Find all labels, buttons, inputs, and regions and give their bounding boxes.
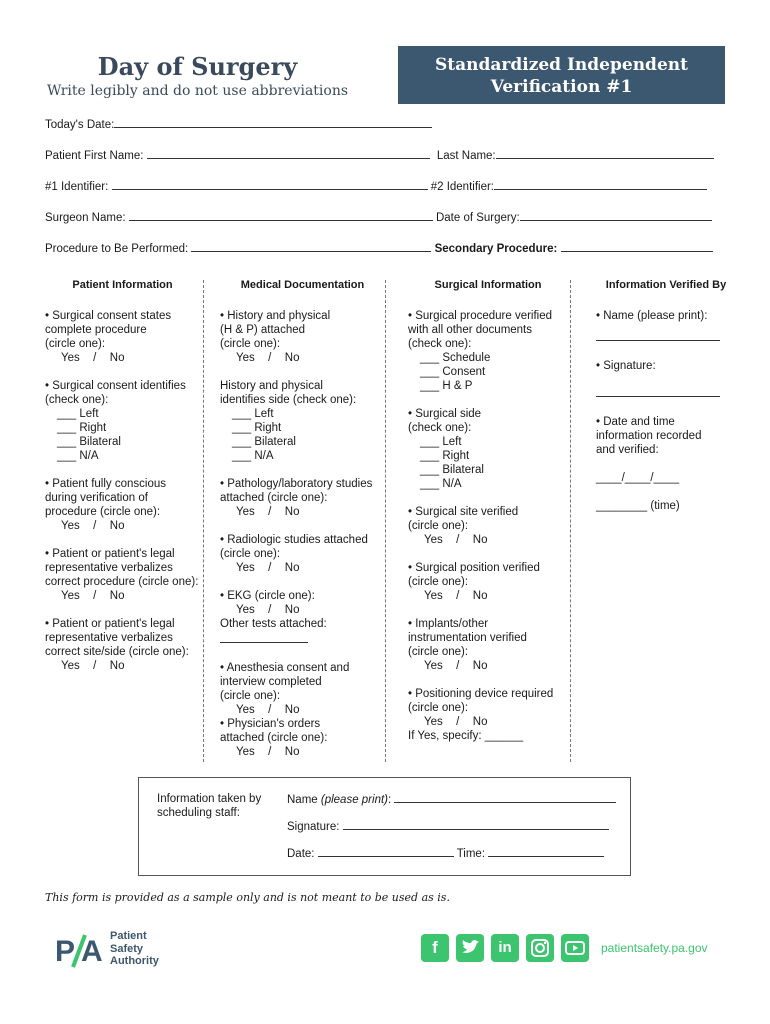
item-text: • Patient fully conscious: [45, 478, 167, 490]
identifier1-field[interactable]: [112, 179, 428, 190]
verified-by-heading: Information Verified By: [605, 279, 727, 291]
verification-banner: [398, 46, 725, 104]
item-text: • Surgical side: [408, 408, 482, 420]
check-bilateral[interactable]: ___ Bilateral: [420, 464, 484, 476]
first-name-field[interactable]: [147, 148, 430, 159]
scheduling-date-label: Date:: [287, 848, 315, 860]
no-option[interactable]: No: [472, 660, 488, 672]
hp-side-item: [220, 379, 385, 463]
no-option[interactable]: No: [472, 716, 488, 728]
conscious-item: [45, 477, 200, 533]
yes-option[interactable]: Yes: [61, 520, 80, 532]
no-option[interactable]: No: [109, 520, 125, 532]
first-name-label: Patient First Name:: [45, 150, 144, 162]
scheduling-date-row: [287, 846, 604, 860]
verified-datetime-item: [596, 415, 736, 513]
check-bilateral[interactable]: ___ Bilateral: [57, 436, 121, 448]
item-text: • Surgical procedure verified: [408, 310, 553, 322]
item-text: (circle one):: [408, 702, 469, 714]
item-text: (circle one):: [408, 520, 469, 532]
no-option[interactable]: No: [109, 590, 125, 602]
slash: /: [456, 660, 460, 672]
verifier-signature-item: [596, 359, 736, 401]
check-hp[interactable]: ___ H & P: [420, 380, 473, 392]
surgeon-name-label: Surgeon Name:: [45, 212, 126, 224]
positioning-device-item: [408, 687, 568, 743]
item-text: • Surgical consent identifies: [45, 380, 186, 392]
identifier2-label: #2 Identifier:: [430, 181, 494, 193]
last-name-field[interactable]: [496, 148, 714, 159]
scheduling-name-field[interactable]: [394, 792, 616, 803]
yes-no-choice[interactable]: [220, 603, 385, 617]
slash: /: [93, 590, 97, 602]
check-na[interactable]: ___ N/A: [232, 450, 274, 462]
slash: /: [93, 352, 97, 364]
surgery-date-field[interactable]: [520, 210, 712, 221]
column-divider: [385, 280, 386, 762]
site-verified-item: [408, 505, 568, 547]
surgeon-row: [45, 210, 712, 224]
item-text: • Implants/other: [408, 618, 489, 630]
item-text: • Signature:: [596, 360, 656, 372]
scheduling-time-label: Time:: [456, 848, 486, 860]
item-text: representative verbalizes: [45, 562, 173, 574]
item-text: • Surgical position verified: [408, 562, 540, 574]
item-text: • EKG (circle one):: [220, 590, 315, 602]
item-text: information recorded: [596, 430, 702, 442]
yes-option[interactable]: Yes: [424, 716, 443, 728]
patient-info-heading: Patient Information: [72, 279, 173, 291]
psa-logo-icon: [55, 931, 105, 969]
no-option[interactable]: No: [284, 562, 300, 574]
item-text: (circle one):: [220, 548, 281, 560]
scheduling-label-line1: Information taken by: [157, 793, 262, 805]
consent-identifies-item: [45, 379, 200, 463]
medical-doc-column: [220, 278, 385, 773]
item-text: • Positioning device required: [408, 688, 554, 700]
hp-item: [220, 309, 385, 365]
check-schedule[interactable]: ___ Schedule: [420, 352, 491, 364]
org-name: [110, 930, 159, 968]
verifier-signature-field[interactable]: [596, 385, 720, 397]
item-text: (H & P) attached: [220, 324, 306, 336]
item-text: (check one):: [408, 338, 472, 350]
banner-line-2: Verification #1: [490, 77, 633, 97]
instagram-icon[interactable]: [526, 934, 554, 962]
item-text: • Patient or patient's legal: [45, 548, 175, 560]
check-bilateral[interactable]: ___ Bilateral: [232, 436, 296, 448]
surgery-date-label: Date of Surgery:: [435, 212, 520, 224]
check-left[interactable]: ___ Left: [57, 408, 99, 420]
yes-no-choice[interactable]: [45, 659, 200, 673]
yes-option[interactable]: Yes: [236, 746, 255, 758]
item-text: attached (circle one):: [220, 732, 328, 744]
surgical-side-item: [408, 407, 568, 491]
yes-no-choice[interactable]: [45, 351, 200, 365]
youtube-icon[interactable]: [561, 934, 589, 962]
yes-no-choice[interactable]: [408, 589, 568, 603]
check-left[interactable]: ___ Left: [232, 408, 274, 420]
page-subtitle: Write legibly and do not use abbreviations: [46, 83, 349, 99]
item-text: • Surgical consent states: [45, 310, 172, 322]
implants-item: [408, 617, 568, 673]
scheduling-label-line2: scheduling staff:: [157, 807, 240, 819]
verified-by-column: [596, 278, 736, 527]
item-text: • History and physical: [220, 310, 331, 322]
yes-option[interactable]: Yes: [236, 562, 255, 574]
scheduling-date-field[interactable]: [318, 846, 454, 857]
scheduling-signature-field[interactable]: [343, 819, 609, 830]
yes-no-choice[interactable]: [220, 561, 385, 575]
item-text: instrumentation verified: [408, 632, 527, 644]
item-text: complete procedure: [45, 324, 147, 336]
item-text: (check one):: [45, 394, 109, 406]
no-option[interactable]: No: [284, 604, 300, 616]
slash: /: [268, 562, 272, 574]
yes-option[interactable]: Yes: [61, 660, 80, 672]
slash: /: [268, 506, 272, 518]
surgical-info-column: [408, 278, 568, 757]
yes-option[interactable]: Yes: [424, 590, 443, 602]
scheduling-signature-row: [287, 819, 609, 833]
no-option[interactable]: No: [472, 590, 488, 602]
scheduling-name-prefix: Name: [287, 794, 321, 806]
surgical-info-heading: Surgical Information: [434, 279, 542, 291]
item-text: during verification of: [45, 492, 148, 504]
facebook-icon[interactable]: f: [421, 934, 449, 962]
no-option[interactable]: No: [472, 534, 488, 546]
yes-option[interactable]: Yes: [236, 506, 255, 518]
yes-option[interactable]: Yes: [236, 704, 255, 716]
scheduling-name-note: (please print): [320, 794, 388, 806]
item-text: procedure (circle one):: [45, 506, 161, 518]
svg-text:P: P: [55, 935, 76, 968]
yes-no-choice[interactable]: [220, 745, 385, 759]
if-yes-specify[interactable]: If Yes, specify: ______: [408, 730, 524, 742]
other-tests-field[interactable]: [220, 631, 308, 643]
patient-info-column: [45, 278, 200, 687]
check-consent[interactable]: ___ Consent: [420, 366, 486, 378]
secondary-procedure-label: Secondary Procedure:: [434, 243, 558, 255]
item-text: identifies side (check one):: [220, 394, 357, 406]
org-name-line1: Patient: [110, 930, 147, 942]
svg-text:A: A: [81, 935, 103, 968]
item-text: History and physical: [220, 380, 323, 392]
column-divider: [203, 280, 204, 762]
slash: /: [456, 716, 460, 728]
yes-no-choice[interactable]: [45, 589, 200, 603]
no-option[interactable]: No: [284, 704, 300, 716]
check-right[interactable]: ___ Right: [420, 450, 470, 462]
no-option[interactable]: No: [284, 746, 300, 758]
org-name-line2: Safety: [110, 942, 144, 955]
radiologic-item: [220, 533, 385, 575]
verifier-name-item: [596, 309, 736, 345]
scheduling-label: [157, 792, 277, 820]
procedure-row: [45, 241, 713, 255]
pathology-item: [220, 477, 385, 519]
item-text: • Surgical site verified: [408, 506, 519, 518]
procedure-verified-item: [408, 309, 568, 393]
todays-date-field[interactable]: [114, 117, 432, 128]
linkedin-icon[interactable]: in: [491, 934, 519, 962]
item-text: • Anesthesia consent and: [220, 662, 350, 674]
scheduling-name-row: [287, 792, 616, 806]
no-option[interactable]: No: [109, 660, 125, 672]
item-text: (circle one):: [408, 646, 469, 658]
slash: /: [268, 746, 272, 758]
rep-site-item: [45, 617, 200, 673]
scheduling-time-field[interactable]: [488, 846, 604, 857]
yes-no-choice[interactable]: [408, 715, 568, 729]
item-text: (circle one):: [220, 690, 281, 702]
ekg-item: [220, 589, 385, 647]
todays-date-row: [45, 117, 432, 131]
verifier-name-field[interactable]: [596, 329, 720, 341]
scheduling-signature-label: Signature:: [287, 821, 340, 833]
column-divider: [570, 280, 571, 762]
secondary-procedure-field[interactable]: [561, 241, 713, 252]
check-left[interactable]: ___ Left: [420, 436, 462, 448]
identifier1-label: #1 Identifier:: [45, 181, 109, 193]
no-option[interactable]: No: [284, 506, 300, 518]
slash: /: [93, 660, 97, 672]
slash: /: [93, 520, 97, 532]
item-text: interview completed: [220, 676, 322, 688]
disclaimer: This form is provided as a sample only and is not meant to be used as is.: [45, 891, 450, 904]
yes-no-choice[interactable]: [220, 505, 385, 519]
procedure-field[interactable]: [191, 241, 431, 252]
scheduling-staff-box: [138, 777, 631, 876]
item-text: (circle one):: [408, 576, 469, 588]
check-right[interactable]: ___ Right: [232, 422, 282, 434]
slash: /: [456, 534, 460, 546]
name-row: [45, 148, 714, 162]
check-right[interactable]: ___ Right: [57, 422, 107, 434]
verified-date-field[interactable]: ____/____/____: [596, 472, 680, 484]
check-na[interactable]: ___ N/A: [57, 450, 99, 462]
yes-no-choice[interactable]: [220, 703, 385, 717]
consent-states-item: [45, 309, 200, 365]
yes-no-choice[interactable]: [408, 659, 568, 673]
item-text: attached (circle one):: [220, 492, 328, 504]
scheduling-name-suffix: :: [388, 794, 392, 806]
item-text: correct procedure (circle one):: [45, 576, 199, 588]
yes-no-choice[interactable]: [45, 519, 200, 533]
item-text: with all other documents: [408, 324, 533, 336]
yes-no-choice[interactable]: [408, 533, 568, 547]
slash: /: [456, 590, 460, 602]
todays-date-label: Today's Date:: [45, 119, 115, 131]
position-verified-item: [408, 561, 568, 603]
item-text: representative verbalizes: [45, 632, 173, 644]
anesthesia-item: [220, 661, 385, 759]
item-text: correct site/side (circle one):: [45, 646, 189, 658]
yes-option[interactable]: Yes: [61, 590, 80, 602]
medical-doc-heading: Medical Documentation: [240, 279, 365, 291]
title-block: [0, 52, 395, 99]
yes-option[interactable]: Yes: [236, 352, 255, 364]
org-name-line3: Authority: [110, 955, 159, 967]
banner-line-1: Standardized Independent: [435, 55, 688, 75]
item-text: • Pathology/laboratory studies: [220, 478, 373, 490]
last-name-label: Last Name:: [436, 150, 496, 162]
surgeon-name-field[interactable]: [129, 210, 433, 221]
yes-option[interactable]: Yes: [424, 534, 443, 546]
website-link[interactable]: patientsafety.pa.gov: [601, 941, 708, 955]
identifier-row: [45, 179, 707, 193]
item-text: (circle one):: [220, 338, 281, 350]
verified-time-field[interactable]: ________ (time): [596, 500, 680, 512]
slash: /: [268, 352, 272, 364]
rep-procedure-item: [45, 547, 200, 603]
no-option[interactable]: No: [284, 352, 300, 364]
check-na[interactable]: ___ N/A: [420, 478, 462, 490]
item-text: (circle one):: [45, 338, 106, 350]
slash: /: [268, 704, 272, 716]
yes-no-choice[interactable]: [220, 351, 385, 365]
item-text: • Name (please print):: [596, 310, 708, 322]
item-text: • Patient or patient's legal: [45, 618, 175, 630]
item-text: Other tests attached:: [220, 618, 327, 630]
item-text: and verified:: [596, 444, 659, 456]
yes-option[interactable]: Yes: [61, 352, 80, 364]
no-option[interactable]: No: [109, 352, 125, 364]
page-title: Day of Surgery: [97, 52, 298, 81]
item-text: (check one):: [408, 422, 472, 434]
identifier2-field[interactable]: [494, 179, 707, 190]
item-text: • Radiologic studies attached: [220, 534, 368, 546]
slash: /: [268, 604, 272, 616]
item-text: • Date and time: [596, 416, 675, 428]
item-text: • Physician's orders: [220, 718, 321, 730]
twitter-icon[interactable]: [456, 934, 484, 962]
yes-option[interactable]: Yes: [424, 660, 443, 672]
procedure-label: Procedure to Be Performed:: [45, 243, 189, 255]
yes-option[interactable]: Yes: [236, 604, 255, 616]
